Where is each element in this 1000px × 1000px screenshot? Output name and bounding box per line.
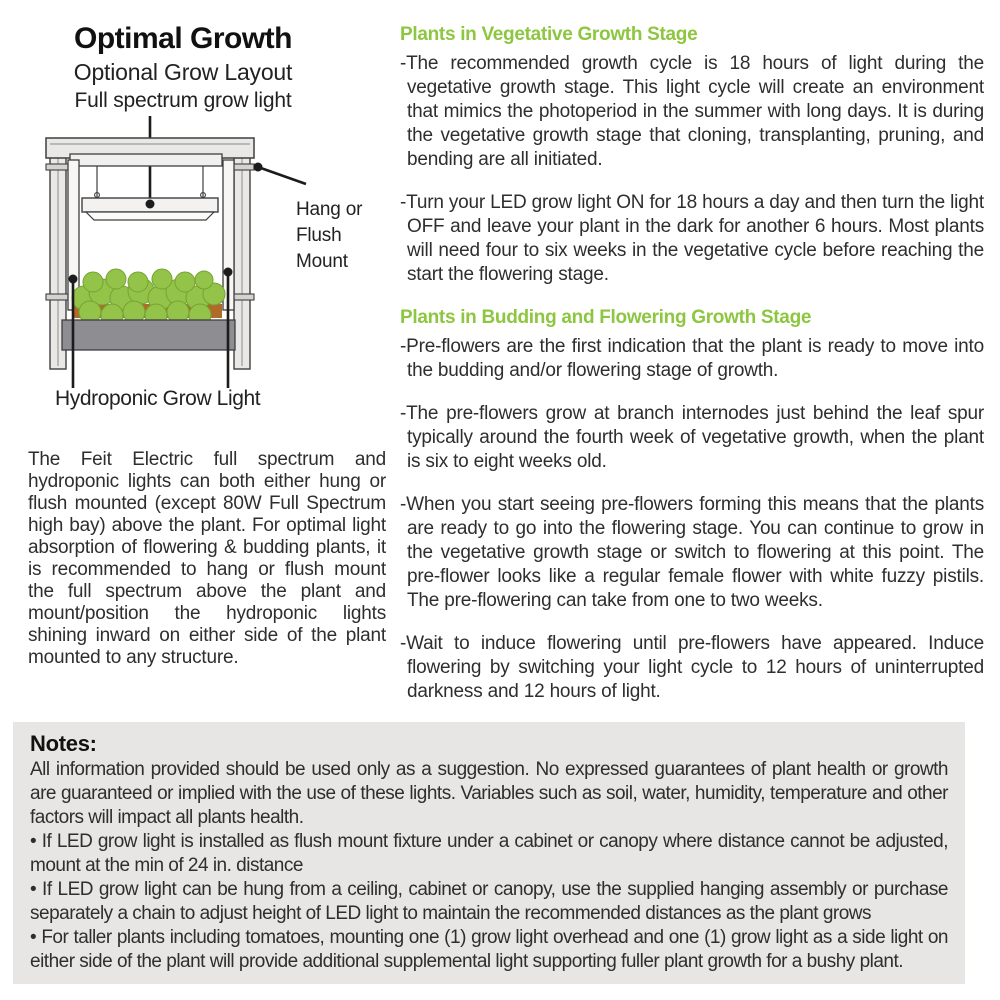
flowering-paragraph-4: -Wait to induce flowering until pre-flowers have appeared. Induce flowering by switching your light cycle to 12 hours of uninterrupted darkness and 12 hours of light.	[400, 633, 984, 702]
hang-flush-mount-label: Hang or Flush Mount	[296, 199, 363, 272]
grow-tray	[62, 320, 235, 350]
page-subtitle: Optional Grow Layout	[73, 59, 293, 85]
flowering-paragraph-2: -The pre-flowers grow at branch internodes just behind the leaf spur typically around the fourth week of vegetative growth, when the plant is six to eight weeks old.	[400, 403, 984, 472]
notes-bullet-3: • For taller plants including tomatoes, mounting one (1) grow light overhead and one (1) grow light as a side light on either side of the plant will provide additional supplemental light supporting fuller plant growth for a bushy plant.	[30, 927, 948, 972]
callout-hang-mount	[254, 163, 307, 185]
callout-dot-fixture	[146, 200, 155, 209]
notes-bullet-2: • If LED grow light can be hung from a ceiling, cabinet or canopy, use the supplied hanging assembly or purchase separately a chain to adjust height of LED light to maintain the recommended distances as the plant grows	[30, 879, 948, 924]
right-column	[400, 24, 984, 723]
left-header	[18, 22, 348, 114]
page-title: Optimal Growth	[74, 22, 292, 55]
plants	[72, 269, 225, 326]
section-heading-flowering: Plants in Budding and Flowering Growth Stage	[400, 307, 812, 328]
clamp-bottom-left	[46, 294, 70, 300]
vegetative-paragraph-1: -The recommended growth cycle is 18 hours of light during the vegetative growth stage. This light cycle will create an environment that mimics the photoperiod in the summer with long days. It is during the vegetative growth stage that cloning, transplanting, pruning, and bending are all initiated.	[400, 53, 984, 170]
notes-section	[13, 722, 965, 984]
vegetative-paragraph-2: -Turn your LED grow light ON for 18 hours a day and then turn the light OFF and leave your plant in the dark for another 6 hours. Most plants will need four to six weeks in the vegetative cycle before reaching the start the flowering stage.	[400, 192, 984, 285]
mounting-description-paragraph: The Feit Electric full spectrum and hydroponic lights can both either hung or flush mounted (except 80W Full Spectrum high bay) above the plant. For optimal light absorption of flowering & budding plants, it is recommended to hang or flush mount the full spectrum above the plant and mount/position the hydroponic lights shining inward on either side of the plant mounted to any structure.	[28, 449, 386, 668]
clamp-top-left	[46, 164, 70, 170]
grow-layout-diagram	[38, 116, 318, 392]
notes-bullet-1: • If LED grow light is installed as flush mount fixture under a cabinet or canopy where distance cannot be adjusted, mount at the min of 24 in. distance	[30, 831, 948, 876]
diagram-top-label: Full spectrum grow light	[74, 89, 292, 112]
section-heading-vegetative: Plants in Vegetative Growth Stage	[400, 24, 698, 45]
notes-intro: All information provided should be used only as a suggestion. No expressed guarantees of plant health or growth are guaranteed or implied with the use of these lights. Variables such as soil, water, humidity, temperature and other factors will impact all plants health.	[30, 759, 948, 828]
hydroponic-grow-light-label: Hydroponic Grow Light	[55, 387, 261, 410]
notes-body	[30, 758, 948, 974]
flowering-paragraph-3: -When you start seeing pre-flowers forming this means that the plants are ready to go into the flowering stage. You can continue to grow in the vegetative growth stage or switch to flowering at this point. The pre-flower looks like a regular female flower with white fuzzy pistils. The pre-flowering can take from one to two weeks.	[400, 494, 984, 611]
notes-heading: Notes:	[30, 731, 97, 756]
flowering-paragraph-1: -Pre-flowers are the first indication that the plant is ready to move into the budding and/or flowering stage of growth.	[400, 336, 984, 381]
